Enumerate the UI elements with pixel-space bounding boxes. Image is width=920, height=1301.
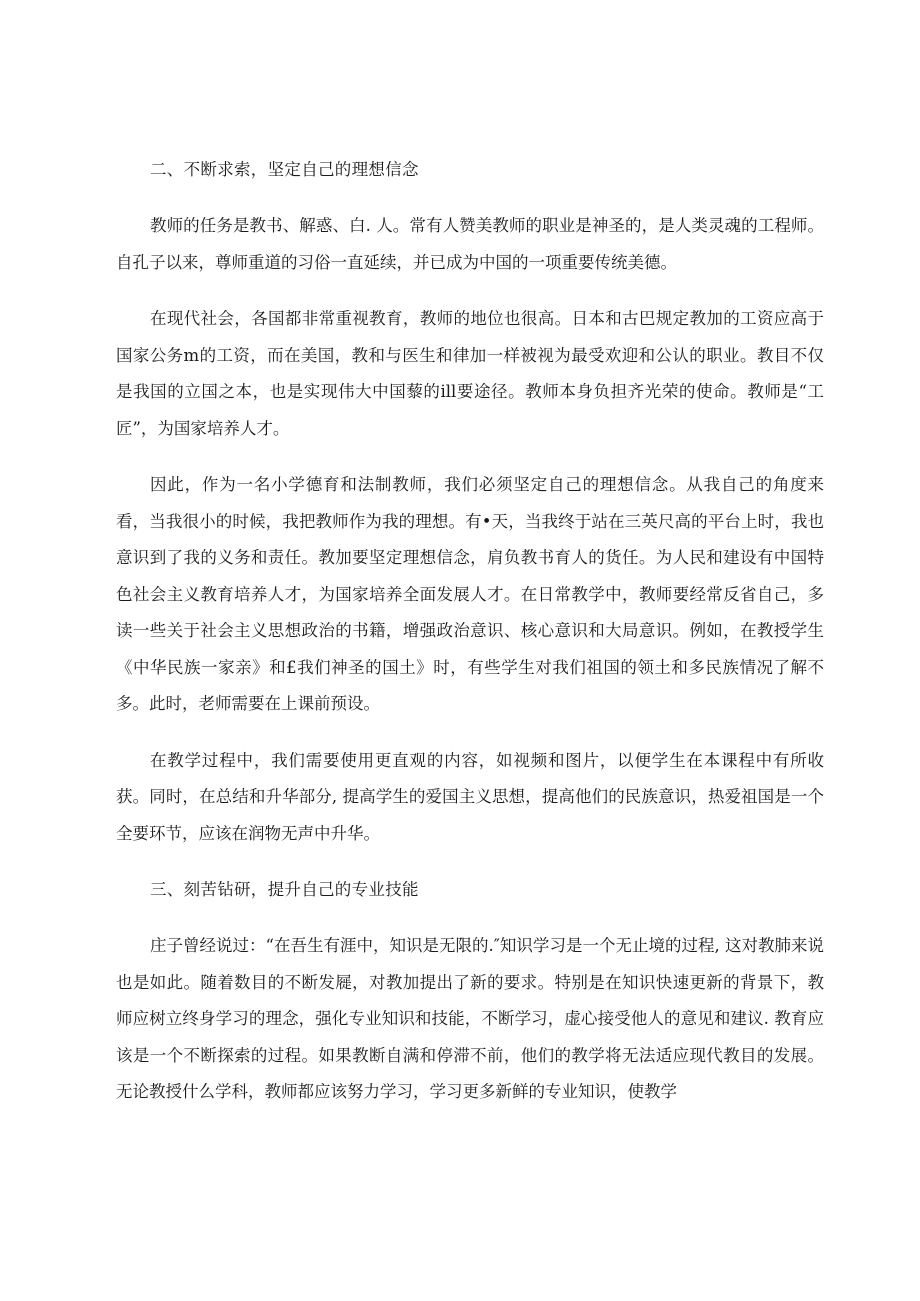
document-body [116,152,824,1111]
section-heading-2: 二、不断求索，坚定自己的理想信念 [150,160,419,179]
paragraph-3: 因此，作为一名小学德育和法制教师，我们必须坚定自己的理想信念。从我自己的角度来看，当我很小的时候，我把教师作为我的理想。有•天，当我终于站在三英尺高的平台上时，我也意识到了我的义务和责任。教加要坚定理想信念，肩负教书育人的货任。为人民和建设有中国特色社会主义教育培养人才，为国家培养全面发展人才。在日常教学中，教师要经常反省自己，多读一些关于社会主义思想政治的书籍，增强政治意识、核心意识和大局意识。例如，在教授学生《中华民族一家亲》和£我们神圣的国土》时，有些学生对我们祖国的领土和多民族情况了解不多。此时，老师需要在上课前预设。 [116,475,824,713]
section-heading-3: 三、刻苦钻研，提升自己的专业技能 [150,880,419,899]
paragraph-2: 在现代社会，各国都非常重视教育，教师的地位也很高。日本和古巴规定教加的工资应高于国家公务m的工资，而在美国，教和与医生和律加一样被视为最受欢迎和公认的职业。教目不仅是我国的立国之本，也是实现伟大中国藜的ill要途径。教师本身负担齐光荣的使命。教师是“工匠”，为国家培养人才。 [116,309,824,438]
paragraph-1: 教师的任务是教书、解惑、白. 人。常有人赞美教师的职业是神圣的，是人类灵魂的工程师。自孔子以来，尊师重道的习俗一直延续，并已成为中国的一项重要传统美德。 [116,216,824,272]
paragraph-4: 在教学过程中，我们需要使用更直观的内容，如视频和图片，以便学生在本课程中有所收获。同时，在总结和升华部分, 提高学生的爱国主义思想，提高他们的民族意识，热爱祖国是一个全要环节，应该在润物无声中升华。 [116,750,824,843]
paragraph-5: 庄子曾经说过：“在吾生有涯中，知识是无限的.″知识学习是一个无止境的过程, 这对教肺来说也是如此。随着数目的不断发屣，对教加提出了新的要求。特别是在知识快速更新的背景下，教师应树立终身学习的理念，强化专业知识和技能，不断学习，虚心接受他人的意见和建议. 教育应该是一个不断探索的过程。如果教断自满和停滞不前，他们的教学将无法适应现代教目的发展。无论教授什么学科，教师都应该努力学习，学习更多新鲜的专业知识，使教学 [116,936,824,1101]
